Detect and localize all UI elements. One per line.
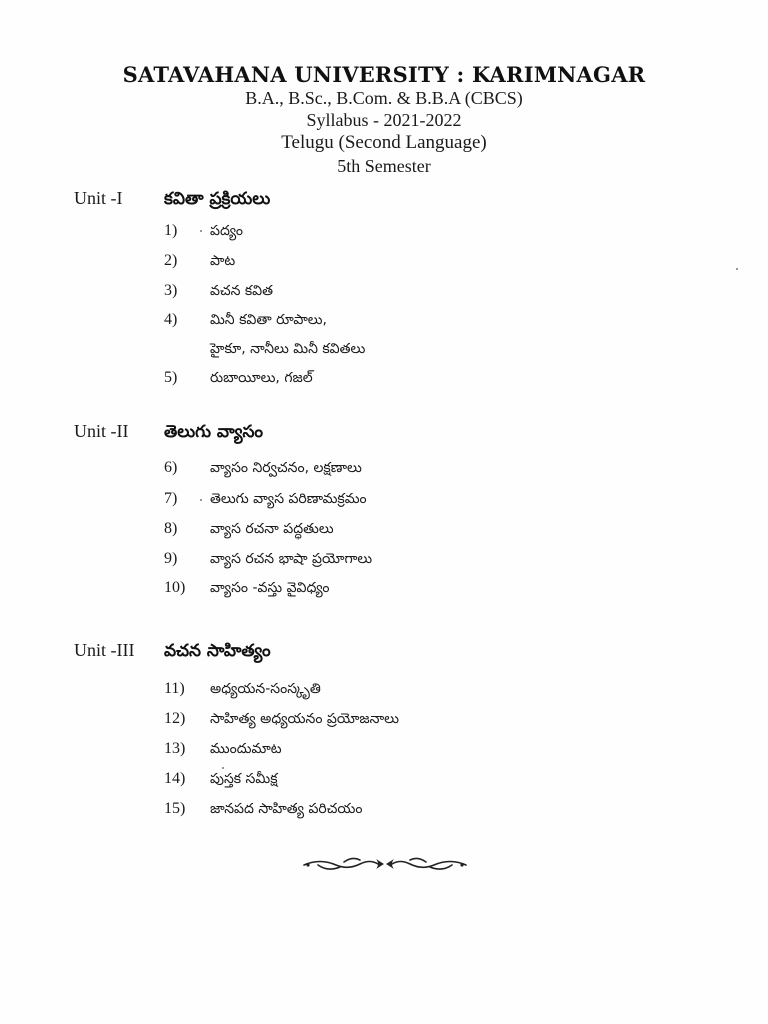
unit-3-item-14-number: 14) [164,770,186,787]
scan-speck [200,499,202,501]
scan-speck [200,230,202,232]
unit-1-item-3-text: వచన కవిత [210,283,274,299]
programs-line: B.A., B.Sc., B.Com. & B.B.A (CBCS) [245,88,523,108]
subject-line: Telugu (Second Language) [281,132,487,153]
unit-2-item-9-number: 9) [164,550,178,567]
unit-3-item-11-text: అధ్యయన-సంస్కృతి [210,681,321,697]
unit-3-item-12-number: 12) [164,710,186,727]
unit-2-item-7-text: తెలుగు వ్యాస పరిణామక్రమం [210,491,367,507]
unit-3-label: Unit -III [74,640,135,660]
unit-1-item-3-number: 3) [164,282,178,299]
end-ornament-icon [300,850,470,878]
unit-2-item-8-text: వ్యాస రచనా పద్ధతులు [210,521,334,537]
syllabus-year: Syllabus - 2021-2022 [306,110,462,130]
unit-3-item-12-text: సాహిత్య అధ్యయనం ప్రయోజనాలు [210,711,399,727]
unit-1-item-2-number: 2) [164,252,178,269]
unit-1-item-2-text: పాట [210,253,236,269]
unit-1-item-1-number: 1) [164,222,178,239]
unit-1-title: కవితా ప్రక్రియలు [164,189,271,209]
unit-1-item-1-text: పద్యం [210,223,243,239]
unit-1-item-4-continuation: హైకూ, నానీలు మినీ కవితలు [210,341,366,357]
semester-line: 5th Semester [337,156,431,176]
unit-3-item-15-number: 15) [164,800,186,817]
unit-1-item-5-number: 5) [164,369,178,386]
unit-2-item-10-text: వ్యాసం -వస్తు వైవిధ్యం [210,580,330,596]
unit-2-item-6-text: వ్యాసం నిర్వచనం, లక్షణాలు [210,460,362,476]
unit-3-item-13-number: 13) [164,740,186,757]
unit-3-item-15-text: జానపద సాహిత్య పరిచయం [210,801,363,817]
unit-3-title: వచన సాహిత్యం [164,641,271,661]
unit-3-item-14-text: పుస్తక సమీక్ష [210,771,278,787]
unit-2-item-7-number: 7) [164,490,178,507]
unit-2-item-9-text: వ్యాస రచన భాషా ప్రయోగాలు [210,551,373,567]
unit-1-item-5-text: రుబాయీలు, గజల్ [210,370,313,386]
scan-speck [736,268,738,270]
unit-2-label: Unit -II [74,421,129,441]
unit-2-item-6-number: 6) [164,459,178,476]
scan-speck [222,767,224,769]
unit-2-item-10-number: 10) [164,579,186,596]
unit-3-item-11-number: 11) [164,680,185,697]
unit-2-title: తెలుగు వ్యాసం [164,422,264,442]
unit-1-item-4-text: మినీ కవితా రూపాలు, [210,312,327,328]
unit-2-item-8-number: 8) [164,520,178,537]
unit-3-item-13-text: ముందుమాట [210,741,282,757]
unit-1-label: Unit -I [74,188,123,208]
university-title: SATAVAHANA UNIVERSITY : KARIMNAGAR [122,62,646,87]
unit-1-item-4-number: 4) [164,311,178,328]
